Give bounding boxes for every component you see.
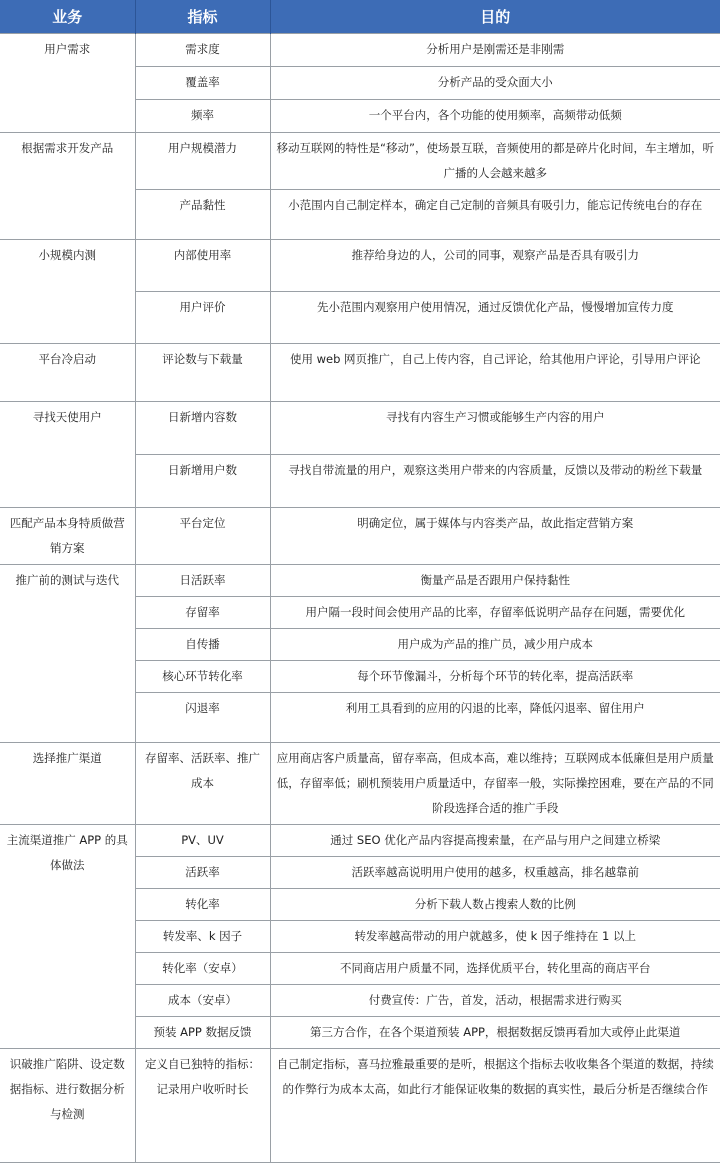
purpose-cell: 应用商店客户质量高，留存率高，但成本高，难以维持；互联网成本低廉但是用户质量低，存留率低；刷机预装用户质量适中，存留率一般，实际操控困难，要在产品的不同阶段选择合适的推广手段 — [270, 743, 720, 825]
business-cell: 推广前的测试与迭代 — [0, 565, 135, 743]
business-cell: 根据需求开发产品 — [0, 133, 135, 240]
table-row — [0, 825, 720, 857]
indicator-cell: 评论数与下载量 — [135, 344, 270, 402]
business-cell: 匹配产品本身特质做营销方案 — [0, 508, 135, 565]
table-row — [0, 565, 720, 597]
business-cell: 识破推广陷阱、设定数据指标、进行数据分析与检测 — [0, 1049, 135, 1163]
business-cell: 主流渠道推广 APP 的具体做法 — [0, 825, 135, 1049]
purpose-cell: 付费宣传：广告，首发，活动，根据需求进行购买 — [270, 985, 720, 1017]
purpose-cell: 分析下载人数占搜索人数的比例 — [270, 889, 720, 921]
purpose-cell: 明确定位，属于媒体与内容类产品，故此指定营销方案 — [270, 508, 720, 565]
indicator-cell: 日活跃率 — [135, 565, 270, 597]
indicator-cell: 成本（安卓） — [135, 985, 270, 1017]
table-row — [0, 743, 720, 825]
purpose-cell: 寻找有内容生产习惯或能够生产内容的用户 — [270, 402, 720, 455]
purpose-cell: 分析用户是刚需还是非刚需 — [270, 34, 720, 67]
header-indicator: 指标 — [135, 0, 270, 34]
purpose-cell: 寻找自带流量的用户，观察这类用户带来的内容质量，反馈以及带动的粉丝下载量 — [270, 455, 720, 508]
indicator-cell: 产品黏性 — [135, 190, 270, 240]
purpose-cell: 用户成为产品的推广员，减少用户成本 — [270, 629, 720, 661]
indicator-cell: 频率 — [135, 100, 270, 133]
purpose-cell: 利用工具看到的应用的闪退的比率，降低闪退率、留住用户 — [270, 693, 720, 743]
indicator-cell: 存留率 — [135, 597, 270, 629]
table-row — [0, 34, 720, 67]
purpose-cell: 使用 web 网页推广，自己上传内容，自己评论，给其他用户评论，引导用户评论 — [270, 344, 720, 402]
purpose-cell: 活跃率越高说明用户使用的越多，权重越高，排名越靠前 — [270, 857, 720, 889]
indicator-cell: 存留率、活跃率、推广成本 — [135, 743, 270, 825]
table-body — [0, 34, 720, 1163]
indicator-cell: 转化率（安卓） — [135, 953, 270, 985]
purpose-cell: 通过 SEO 优化产品内容提高搜索量，在产品与用户之间建立桥梁 — [270, 825, 720, 857]
indicator-cell: 平台定位 — [135, 508, 270, 565]
table-row — [0, 133, 720, 190]
purpose-cell: 第三方合作，在各个渠道预装 APP，根据数据反馈再看加大或停止此渠道 — [270, 1017, 720, 1049]
purpose-cell: 小范围内自己制定样本，确定自己定制的音频具有吸引力，能忘记传统电台的存在 — [270, 190, 720, 240]
purpose-cell: 衡量产品是否跟用户保持黏性 — [270, 565, 720, 597]
header-business: 业务 — [0, 0, 135, 34]
business-cell: 小规模内测 — [0, 240, 135, 344]
business-cell: 平台冷启动 — [0, 344, 135, 402]
purpose-cell: 每个环节像漏斗，分析每个环节的转化率，提高活跃率 — [270, 661, 720, 693]
indicator-cell: 内部使用率 — [135, 240, 270, 292]
indicator-cell: 需求度 — [135, 34, 270, 67]
table-header — [0, 0, 720, 34]
indicator-cell: PV、UV — [135, 825, 270, 857]
purpose-cell: 推荐给身边的人，公司的同事，观察产品是否具有吸引力 — [270, 240, 720, 292]
indicator-cell: 自传播 — [135, 629, 270, 661]
indicator-cell: 转化率 — [135, 889, 270, 921]
indicator-cell: 日新增用户数 — [135, 455, 270, 508]
indicator-cell: 预装 APP 数据反馈 — [135, 1017, 270, 1049]
table-row — [0, 508, 720, 565]
purpose-cell: 一个平台内，各个功能的使用频率，高频带动低频 — [270, 100, 720, 133]
indicator-cell: 日新增内容数 — [135, 402, 270, 455]
table-row — [0, 1049, 720, 1163]
business-cell: 用户需求 — [0, 34, 135, 133]
indicator-cell: 用户规模潜力 — [135, 133, 270, 190]
table-row — [0, 344, 720, 402]
indicator-cell: 核心环节转化率 — [135, 661, 270, 693]
indicator-cell: 闪退率 — [135, 693, 270, 743]
purpose-cell: 转发率越高带动的用户就越多，使 k 因子维持在 1 以上 — [270, 921, 720, 953]
indicator-cell: 定义自已独特的指标：记录用户收听时长 — [135, 1049, 270, 1163]
purpose-cell: 先小范围内观察用户使用情况，通过反馈优化产品，慢慢增加宣传力度 — [270, 292, 720, 344]
indicator-cell: 用户评价 — [135, 292, 270, 344]
purpose-cell: 用户隔一段时间会使用产品的比率，存留率低说明产品存在问题，需要优化 — [270, 597, 720, 629]
purpose-cell: 不同商店用户质量不同，选择优质平台，转化里高的商店平台 — [270, 953, 720, 985]
indicator-cell: 覆盖率 — [135, 67, 270, 100]
purpose-cell: 分析产品的受众面大小 — [270, 67, 720, 100]
header-purpose: 目的 — [270, 0, 720, 34]
purpose-cell: 移动互联网的特性是“移动”，使场景互联，音频使用的都是碎片化时间，车主增加，听广播的人会越来越多 — [270, 133, 720, 190]
business-cell: 寻找天使用户 — [0, 402, 135, 508]
purpose-cell: 自己制定指标，喜马拉雅最重要的是听，根据这个指标去收收集各个渠道的数据，持续的作弊行为成本太高，如此行才能保证收集的数据的真实性，最后分析是否继续合作 — [270, 1049, 720, 1163]
indicator-cell: 转发率、k 因子 — [135, 921, 270, 953]
business-cell: 选择推广渠道 — [0, 743, 135, 825]
indicator-cell: 活跃率 — [135, 857, 270, 889]
table-row — [0, 402, 720, 455]
table-row — [0, 240, 720, 292]
